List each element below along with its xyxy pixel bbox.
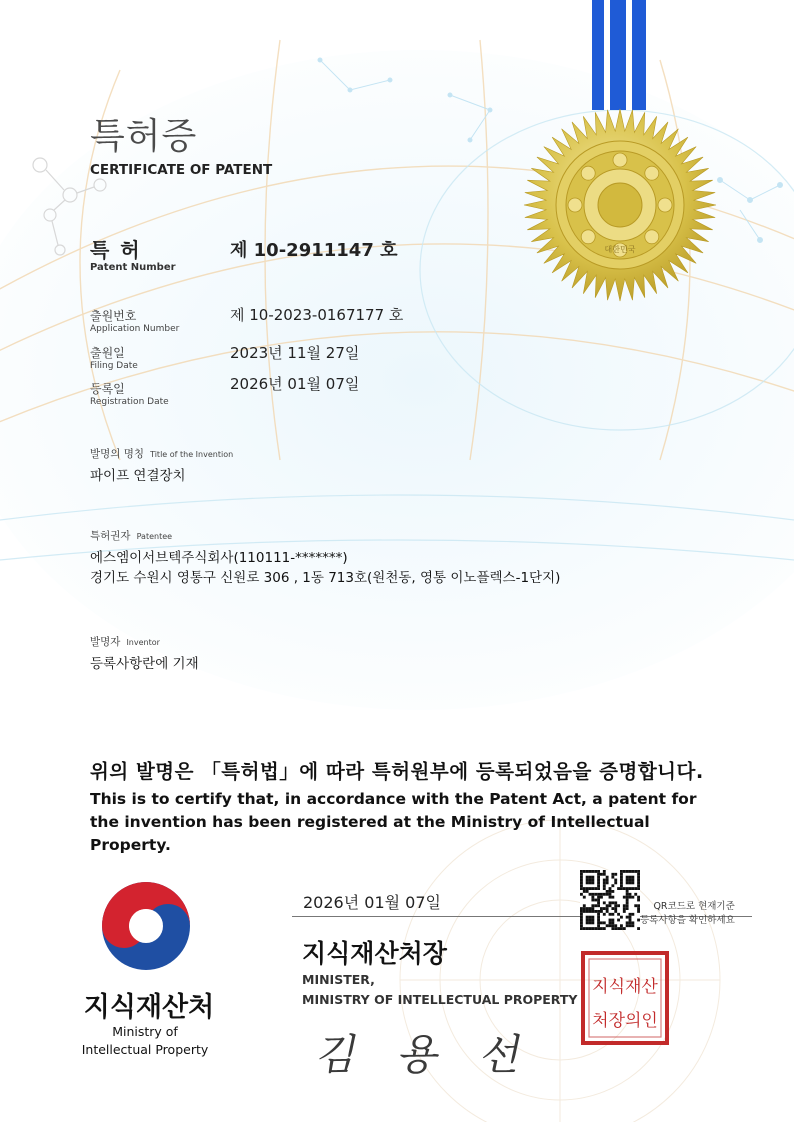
- patent-number-label-ko: 특 허: [90, 238, 142, 262]
- qr-note-line1: QR코드로 현재기준: [653, 901, 735, 912]
- inventor-value: 등록사항란에 기재: [90, 656, 199, 672]
- title-english: CERTIFICATE OF PATENT: [90, 162, 273, 178]
- registration-date-label-en: Registration Date: [90, 397, 169, 407]
- application-number-label-ko: 출원번호: [90, 309, 137, 323]
- application-number-label-en: Application Number: [90, 324, 180, 334]
- filing-date-label-ko: 출원일: [90, 346, 125, 360]
- certification-statement-ko: 위의 발명은 「특허법」에 따라 특허원부에 등록되었음을 증명합니다.: [90, 760, 704, 783]
- invention-title-value: 파이프 연결장치: [90, 468, 186, 484]
- handwritten-signature: 김 용 선: [312, 1030, 542, 1079]
- issue-date: 2026년 01월 07일: [303, 893, 441, 912]
- gold-seal-icon: [524, 109, 716, 301]
- inventor-label-ko: 발명자: [90, 636, 121, 648]
- inventor-label: [90, 634, 160, 649]
- registration-date-value: 2026년 01월 07일: [230, 375, 360, 393]
- patentee-label-ko: 특허권자: [90, 530, 131, 542]
- ministry-name-en: [70, 1023, 220, 1059]
- official-stamp-icon: [580, 950, 670, 1046]
- patentee-name: 에스엠이서브텍주식회사(110111-*******): [90, 550, 348, 566]
- patent-number-value: 제 10-2911147 호: [230, 240, 398, 261]
- seal-text: 대한민국: [604, 245, 636, 254]
- patentee-address: 경기도 수원시 영통구 신원로 306 , 1동 713호(원천동, 영통 이노플렉스-1단지): [90, 570, 561, 586]
- stamp-text-line1: 지식재산: [592, 977, 658, 997]
- invention-title-label-ko: 발명의 명칭: [90, 448, 145, 460]
- minister-title-ko: 지식재산처장: [302, 939, 447, 968]
- patentee-label-en: Patentee: [136, 532, 173, 541]
- inventor-label-en: Inventor: [126, 638, 160, 647]
- patent-number-label-en: Patent Number: [90, 262, 176, 273]
- qr-note-line2: 등록사항을 확인하세요: [640, 915, 735, 926]
- qr-code-icon[interactable]: [580, 870, 640, 930]
- invention-title-label: [90, 446, 233, 461]
- title-korean: 특허증: [90, 116, 198, 157]
- ministry-name-ko: 지식재산처: [83, 992, 215, 1023]
- ministry-logo-icon: [100, 880, 192, 972]
- ribbon: [592, 0, 646, 110]
- stamp-text-line2: 처장의인: [592, 1011, 658, 1031]
- qr-note: [640, 900, 735, 928]
- certification-statement-en: This is to certify that, in accordance with the Patent Act, a patent for the invention has been registered at the Ministry of Intellectual Property.: [90, 790, 697, 854]
- application-number-value: 제 10-2023-0167177 호: [230, 306, 404, 324]
- patentee-label: [90, 528, 172, 543]
- ministry-name-en-line2: Intellectual Property: [81, 1042, 209, 1057]
- minister-title-en-line2: MINISTRY OF INTELLECTUAL PROPERTY: [302, 992, 578, 1007]
- invention-title-label-en: Title of the Invention: [150, 450, 234, 459]
- minister-title-en: [302, 970, 577, 1010]
- filing-date-label-en: Filing Date: [90, 361, 138, 371]
- ministry-name-en-line1: Ministry of: [112, 1024, 178, 1039]
- minister-title-en-line1: MINISTER,: [302, 972, 375, 987]
- filing-date-value: 2023년 11월 27일: [230, 344, 360, 362]
- registration-date-label-ko: 등록일: [90, 382, 125, 396]
